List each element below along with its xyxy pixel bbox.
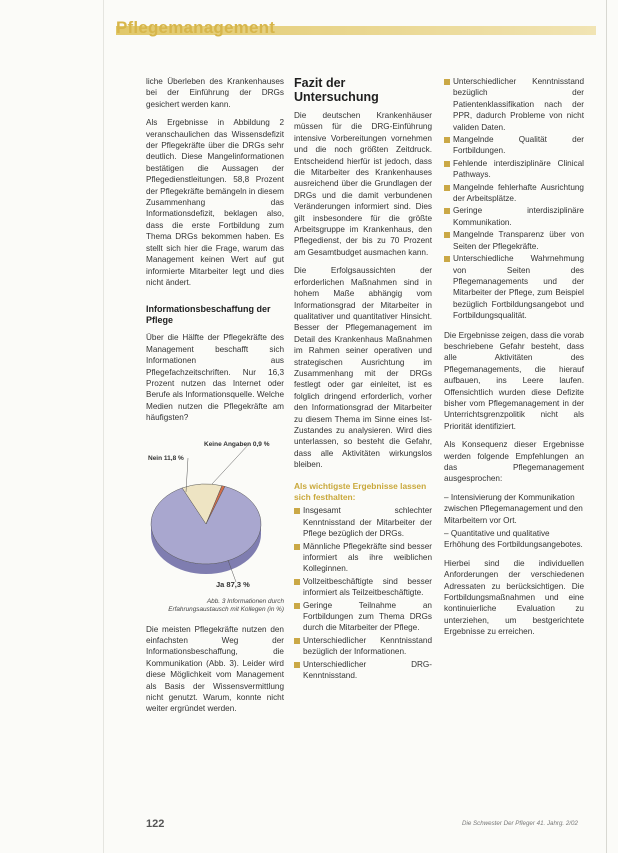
findings-list xyxy=(444,76,584,322)
paragraph: Die deutschen Krankenhäuser müssen für die DRG-Einführung intensive Vorbereitungen vornehmen und die noch größten Zeitdruck. Entscheidend hierfür ist jedoch, dass die Mitarbeiter des Krankenhauses ausreichend über die Grundlagen der DRGs und die damit verbundenen Veränderungen informiert sind. Dies gilt insbesondere für die größte Arbeitsgruppe im Krankenhaus, den Pflegedienst, der bis zu 70 Prozent am Gesamtbudget ausmachen kann. xyxy=(294,111,432,257)
paragraph: Die Erfolgsaussichten der erforderlichen Maßnahmen sind in hohem Maße abhängig vom Informationsgrad der Mitarbeiter in qualitativer und quantitativer Hinsicht. Besser der Pflegemanagement im Detail des Krankenhaus Maßnahmen im Rahmen seiner operativen und strategischen Ausrichtung im Zusammenhang mit der DRGs festlegt oder gar einleitet, ist es folglich dringend erforderlich, vorher den Informationsgrad der Mitarbeiter zu diesem Thema im Sinne eines Ist-Zustandes zu analysieren. Wird dies unterlassen, so besteht die Gefahr, dass alle Aktivitäten wirkungslos bleiben. xyxy=(294,266,432,470)
section-header xyxy=(116,14,596,44)
paragraph: Die Ergebnisse zeigen, dass die vorab beschriebene Gefahr besteht, dass alle Aktivitäten des Pflegemanagements, die hierauf aufbauen, ins Leere laufen. Offensichtlich wurden diese Defizite bisher vom Pflegemanagement in der Unterrichtsgrenzpolitik nicht als Priorität identifiziert. xyxy=(444,330,584,431)
bullet-item: Mangelnde Transparenz über von Seiten der Pflegekräfte. xyxy=(444,229,584,252)
column-2 xyxy=(294,76,432,683)
bullet-square-icon xyxy=(294,544,300,550)
bullet-square-icon xyxy=(444,79,450,85)
paragraph: liche Überleben des Krankenhauses bei der Einführung der DRGs gesichert werden kann. xyxy=(146,77,284,109)
figure-caption: Abb. 3 Informationen durch Erfahrungsaustausch mit Kollegen (in %) xyxy=(168,597,284,613)
bullet-square-icon xyxy=(294,603,300,609)
bullet-square-icon xyxy=(444,137,450,143)
bullet-item: Geringe Teilnahme an Fortbildungen zum Thema DRGs durch die Mitarbeiter der Pflege. xyxy=(294,600,432,634)
paragraph: Die meisten Pflegekräfte nutzen den einfachsten Weg der Informationsbeschaffung, die Kommunikation (Abb. 3). Leider wird diese Möglichkeit vom Management als Basis der Wissensvermittlung nicht genutzt. Warum, konnte nicht weiter ergründet werden. xyxy=(146,624,284,714)
section-title: Pflegemanagement xyxy=(116,18,276,37)
paragraph: Als Ergebnisse in Abbildung 2 veranschaulichen das Wissensdefizit der Pflegekräfte über die DRGs sehr deutlich. Diese Mangelinformationen bestätigen die Aussagen der Pflegedienstleitungen. 58,8 Prozent der Pflegekräfte bemängeln in diesem Zusammenhang das Informationsdefizit, beklagen also, dass die erste Fortbildung zum Thema DRGs bekommen haben. Es stellt sich hier die Frage, warum das Management keinen Wert auf gut informierte Mitarbeiter legt und dies nicht ändert. xyxy=(146,118,284,287)
pie-label: Keine Angaben 0,9 % xyxy=(204,440,270,448)
pie-chart xyxy=(146,432,284,592)
bullet-item: Vollzeitbeschäftigte sind besser informiert als Teilzeitbeschäftigte. xyxy=(294,576,432,599)
subheading: Informationsbeschaffung der Pflege xyxy=(146,304,271,326)
column-1 xyxy=(146,76,284,722)
bullet-square-icon xyxy=(444,208,450,214)
results-heading: Als wichtigste Ergebnisse lassen sich festhalten: xyxy=(294,480,427,502)
bullet-item: Mangelnde fehlerhafte Ausrichtung der Arbeitsplätze. xyxy=(444,182,584,205)
heading: Fazit der Untersuchung xyxy=(294,76,379,104)
pie-chart-svg xyxy=(146,432,284,592)
bullet-square-icon xyxy=(444,256,450,262)
bullet-item: Unterschiedliche Wahrnehmung von Seiten des Pflegemanagements und der Mitarbeiter der Pflege, zum Beispiel bezüglich Fortbildungsangebot und Fortbildungsqualität. xyxy=(444,253,584,321)
page-number: 122 xyxy=(146,818,165,830)
bullet-item: Unterschiedlicher Kenntnisstand bezüglich der Patientenklassifikation nach der PPR, dadurch Probleme von nicht validen Daten. xyxy=(444,76,584,133)
margin-line xyxy=(103,0,104,853)
bullet-item: Unterschiedlicher DRG-Kenntnisstand. xyxy=(294,659,432,682)
bullet-square-icon xyxy=(294,579,300,585)
recommendation-item: – Intensivierung der Kommunikation zwischen Pflegemanagement und den Mitarbeitern vor Ort. xyxy=(444,492,583,525)
bullet-item: Insgesamt schlechter Kenntnisstand der Mitarbeiter der Pflege bezüglich der DRGs. xyxy=(294,505,432,539)
column-3 xyxy=(444,76,584,645)
page-edge-line xyxy=(606,0,607,853)
journal-footer: Die Schwester Der Pfleger 41. Jahrg. 2/02 xyxy=(462,820,578,827)
pie-label: Nein 11,8 % xyxy=(148,454,184,462)
bullet-item: Fehlende interdisziplinäre Clinical Pathways. xyxy=(444,158,584,181)
bullet-item: Männliche Pflegekräfte sind besser informiert als ihre weiblichen Kolleginnen. xyxy=(294,541,432,575)
recommendation-item: – Quantitative und qualitative Erhöhung des Fortbildungsangebotes. xyxy=(444,529,583,550)
bullet-square-icon xyxy=(444,161,450,167)
bullet-square-icon xyxy=(294,638,300,644)
paragraph: Über die Hälfte der Pflegekräfte des Management beschafft sich Informationen aus Pflegefachzeitschriften. Nur 16,3 Prozent nutzen das Internet oder Berufe als Informationsquelle. Welche Medien nutzen die Pflegekräfte am häufigsten? xyxy=(146,333,284,423)
pie-label: Ja 87,3 % xyxy=(216,579,250,589)
bullet-item: Unterschiedlicher Kenntnisstand bezüglich der Informationen. xyxy=(294,635,432,658)
paragraph: Als Konsequenz dieser Ergebnisse werden folgende Empfehlungen an das Pflegemanagement ausgesprochen: xyxy=(444,440,584,484)
leader-line xyxy=(212,444,249,484)
bullet-square-icon xyxy=(444,185,450,191)
bullet-square-icon xyxy=(444,232,450,238)
bullet-item: Mangelnde Qualität der Fortbildungen. xyxy=(444,134,584,157)
paragraph: Hierbei sind die individuellen Anforderungen der verschiedenen Adressaten zu berücksichtigen. Die Fortbildungsmaßnahmen und eine kontinuierliche Evaluation zu unterziehen, um bestgerichtete Ergebnisse zu erreichen. xyxy=(444,558,584,637)
results-list xyxy=(294,505,432,681)
bullet-square-icon xyxy=(294,508,300,514)
bullet-item: Geringe interdisziplinäre Kommunikation. xyxy=(444,205,584,228)
bullet-square-icon xyxy=(294,662,300,668)
